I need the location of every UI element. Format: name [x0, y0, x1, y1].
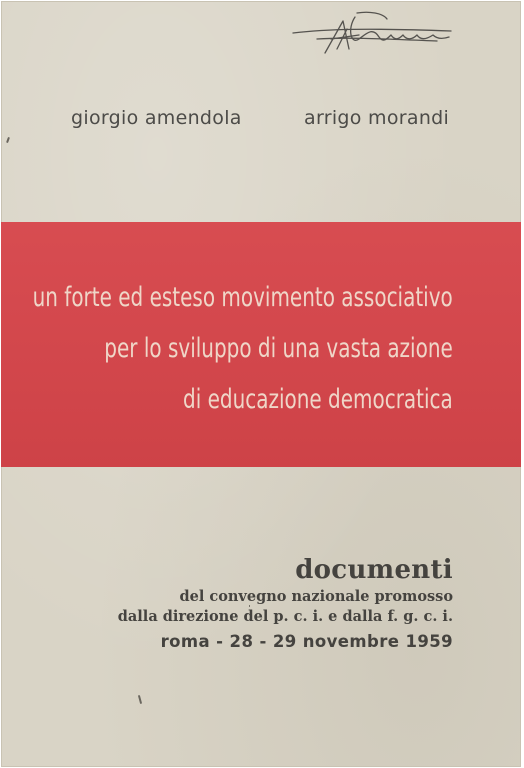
authors — [1, 107, 521, 135]
documents-subtitle-line: dalla direzione del p. c. i. e dalla f. g. c. i. — [117, 608, 453, 625]
title-line: di educazione democratica — [183, 384, 453, 415]
documents-heading: documenti — [295, 555, 453, 585]
title-band — [1, 222, 521, 467]
title-line: per lo sviluppo di una vasta azione — [104, 333, 454, 364]
author-name: arrigo morandi — [304, 107, 450, 129]
event-date: roma - 28 - 29 novembre 1959 — [160, 632, 453, 651]
paper-speck — [6, 137, 10, 143]
handwritten-signature — [287, 9, 457, 61]
title-line: un forte ed esteso movimento associativo — [32, 282, 453, 313]
documents-subtitle-line: del convegno nazionale promosso — [179, 588, 453, 605]
book-cover — [1, 1, 521, 767]
author-name: giorgio amendola — [71, 107, 242, 129]
paper-speck — [249, 605, 250, 607]
paper-speck — [138, 695, 142, 704]
documents-block — [118, 553, 453, 654]
book-title — [33, 272, 453, 425]
